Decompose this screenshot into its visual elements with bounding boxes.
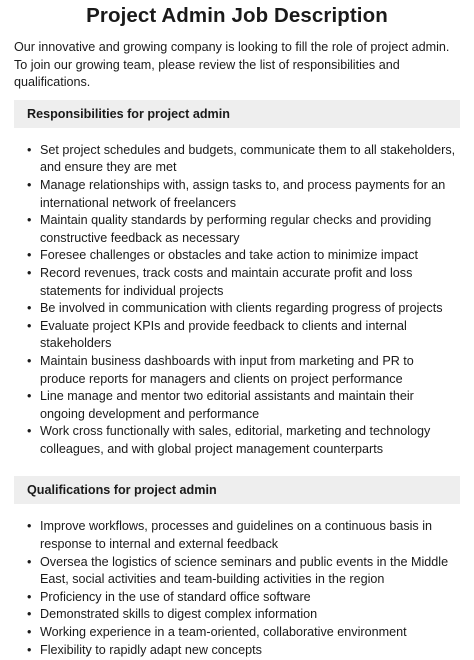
list-item: • Working experience in a team-oriented, collaborative environment [27, 624, 460, 642]
qualifications-heading: Qualifications for project admin [14, 476, 460, 504]
page-title: Project Admin Job Description [86, 4, 388, 27]
list-item: • Set project schedules and budgets, communicate them to all stakeholders, and ensure they are met [27, 142, 460, 177]
responsibilities-heading: Responsibilities for project admin [14, 100, 460, 128]
list-item: • Flexibility to rapidly adapt new concepts [27, 642, 460, 660]
list-item: • Manage relationships with, assign tasks to, and process payments for an international network of freelancers [27, 177, 460, 212]
list-item: • Improve workflows, processes and guidelines on a continuous basis in response to internal and external feedback [27, 518, 460, 553]
list-item: • Proficiency in the use of standard office software [27, 589, 460, 607]
responsibilities-list [14, 142, 460, 459]
list-item: • Record revenues, track costs and maintain accurate profit and loss statements for individual projects [27, 265, 460, 300]
list-item: • Oversea the logistics of science seminars and public events in the Middle East, social activities and team-building activities in the region [27, 554, 460, 589]
section-spacer [14, 458, 460, 468]
qualifications-list [14, 518, 460, 659]
list-item: • Be involved in communication with clients regarding progress of projects [27, 300, 460, 318]
list-item: • Maintain business dashboards with input from marketing and PR to produce reports for managers and clients on project performance [27, 353, 460, 388]
intro-paragraph: Our innovative and growing company is looking to fill the role of project admin. To join our growing team, please review the list of responsibilities and qualifications. [14, 40, 450, 90]
list-item: • Demonstrated skills to digest complex information [27, 606, 460, 624]
list-item: • Evaluate project KPIs and provide feedback to clients and internal stakeholders [27, 318, 460, 353]
list-item: • Foresee challenges or obstacles and take action to minimize impact [27, 247, 460, 265]
list-item: • Maintain quality standards by performing regular checks and providing constructive feedback as necessary [27, 212, 460, 247]
list-item: • Line manage and mentor two editorial assistants and maintain their ongoing development and performance [27, 388, 460, 423]
list-item: • Work cross functionally with sales, editorial, marketing and technology colleagues, and with global project management counterparts [27, 423, 460, 458]
